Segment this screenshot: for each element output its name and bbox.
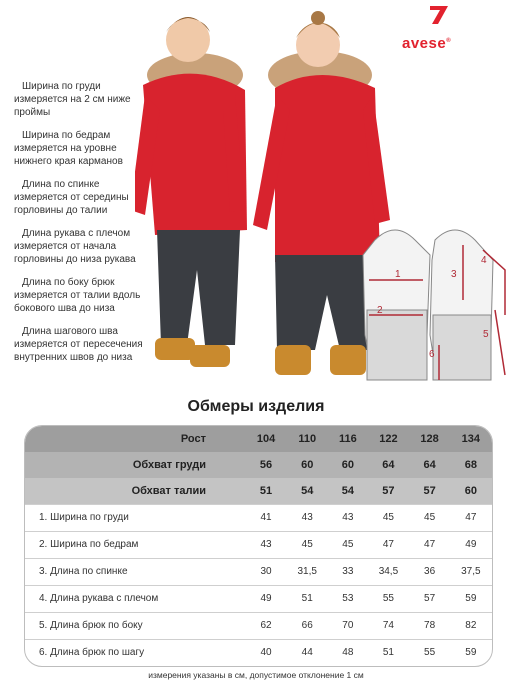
measurement-notes: [14, 80, 149, 374]
sketch-label-6: 6: [429, 349, 435, 360]
row-label: 6. Длина брюк по шагу: [39, 647, 145, 659]
header-label: Обхват талии: [131, 484, 206, 497]
header-row-height: [25, 426, 492, 452]
brand-logo: [400, 4, 490, 54]
brand-name: avese®: [402, 35, 452, 52]
table-row: [25, 612, 492, 639]
table-cell: 62: [260, 620, 272, 631]
table-cell: 44: [301, 647, 313, 659]
table-cell: 82: [465, 620, 477, 631]
row-label: 5. Длина брюк по боку: [39, 620, 143, 631]
table-row: [25, 585, 492, 612]
table-title: Обмеры изделия: [187, 398, 325, 415]
header-cell: 122: [379, 433, 398, 445]
table-cell: 51: [301, 593, 313, 604]
table-cell: 40: [260, 647, 272, 659]
header-cell: 64: [382, 459, 395, 471]
logo-mark-icon: [428, 4, 450, 26]
header-cell: 54: [301, 484, 314, 497]
table-row: [25, 558, 492, 585]
sketch-label-3: 3: [451, 269, 457, 280]
table-cell: 55: [382, 593, 394, 604]
table-cell: 48: [342, 647, 354, 659]
measurement-sketch: [355, 215, 510, 390]
note-sleeve-length: Длина рукава с плечом измеряется от начала горловины до низа рукава: [14, 228, 136, 265]
note-inseam: Длина шагового шва измеряется от пересечения внутренних швов до низа: [14, 326, 143, 363]
header-cell: 110: [298, 433, 317, 445]
header-cell: 60: [301, 459, 314, 471]
table-cell: 66: [301, 620, 313, 631]
table-cell: 45: [301, 539, 313, 550]
note-hips: Ширина по бедрам измеряется на уровне нижнего края карманов: [14, 130, 123, 167]
row-label: 2. Ширина по бедрам: [39, 539, 139, 550]
sketch-label-1: 1: [395, 269, 401, 280]
table-cell: 41: [260, 512, 272, 523]
table-cell: 78: [424, 620, 436, 631]
table-cell: 49: [260, 593, 272, 604]
table-row: [25, 504, 492, 531]
table-cell: 47: [382, 539, 394, 550]
header-cell: 68: [464, 459, 477, 471]
table-cell: 30: [260, 566, 272, 577]
table-cell: 47: [465, 512, 477, 523]
table-cell: 49: [465, 539, 477, 550]
header-cell: 104: [256, 433, 276, 445]
table-cell: 57: [424, 593, 436, 604]
row-label: 4. Длина рукава с плечом: [39, 593, 159, 604]
row-label: 3. Длина по спинке: [39, 566, 128, 577]
table-cell: 34,5: [378, 566, 399, 577]
header-label: Рост: [180, 433, 206, 445]
table-cell: 55: [424, 647, 436, 659]
sketch-label-5: 5: [483, 329, 489, 340]
header-cell: 60: [464, 484, 477, 497]
boy-figure: [135, 17, 247, 367]
header-cell: 116: [338, 433, 357, 445]
header-cell: 134: [461, 433, 480, 445]
table-cell: 43: [342, 512, 354, 523]
header-cell: 128: [420, 433, 439, 445]
table-row: [25, 531, 492, 558]
table-cell: 59: [465, 593, 477, 604]
table-cell: 33: [342, 566, 354, 577]
header-row-chest: [25, 452, 492, 478]
table-cell: 59: [465, 647, 477, 659]
header-cell: 60: [341, 459, 354, 471]
note-side-length: Длина по боку брюк измеряется от талии вдоль бокового шва до низа: [14, 277, 141, 314]
header-cell: 56: [259, 459, 273, 471]
table-cell: 47: [424, 539, 436, 550]
table-cell: 53: [342, 593, 354, 604]
table-cell: 31,5: [297, 566, 317, 577]
header-cell: 54: [341, 484, 354, 497]
header-row-waist: [25, 478, 492, 504]
table-row: [25, 639, 492, 666]
table-cell: 45: [342, 539, 354, 550]
size-table: [24, 425, 493, 667]
table-cell: 43: [301, 512, 313, 523]
footnote: измерения указаны в см, допустимое отклонение 1 см: [148, 670, 364, 680]
header-cell: 51: [259, 484, 273, 497]
note-chest: Ширина по груди измеряется на 2 см ниже проймы: [14, 81, 131, 118]
table-cell: 37,5: [461, 566, 481, 577]
sketch-label-2: 2: [377, 305, 383, 316]
table-cell: 36: [424, 566, 436, 577]
header-cell: 57: [382, 484, 395, 497]
table-cell: 43: [260, 539, 272, 550]
row-label: 1. Ширина по груди: [39, 512, 129, 523]
table-cell: 74: [382, 620, 394, 631]
table-cell: 45: [424, 512, 436, 523]
header-label: Обхват груди: [132, 459, 206, 471]
table-cell: 51: [382, 647, 394, 659]
note-back-length: Длина по спинке измеряется от середины горловины до талии: [14, 179, 129, 216]
header-cell: 64: [423, 459, 436, 471]
table-cell: 45: [382, 512, 394, 523]
header-cell: 57: [423, 484, 436, 497]
table-cell: 70: [342, 620, 354, 631]
sketch-label-4: 4: [481, 255, 487, 266]
